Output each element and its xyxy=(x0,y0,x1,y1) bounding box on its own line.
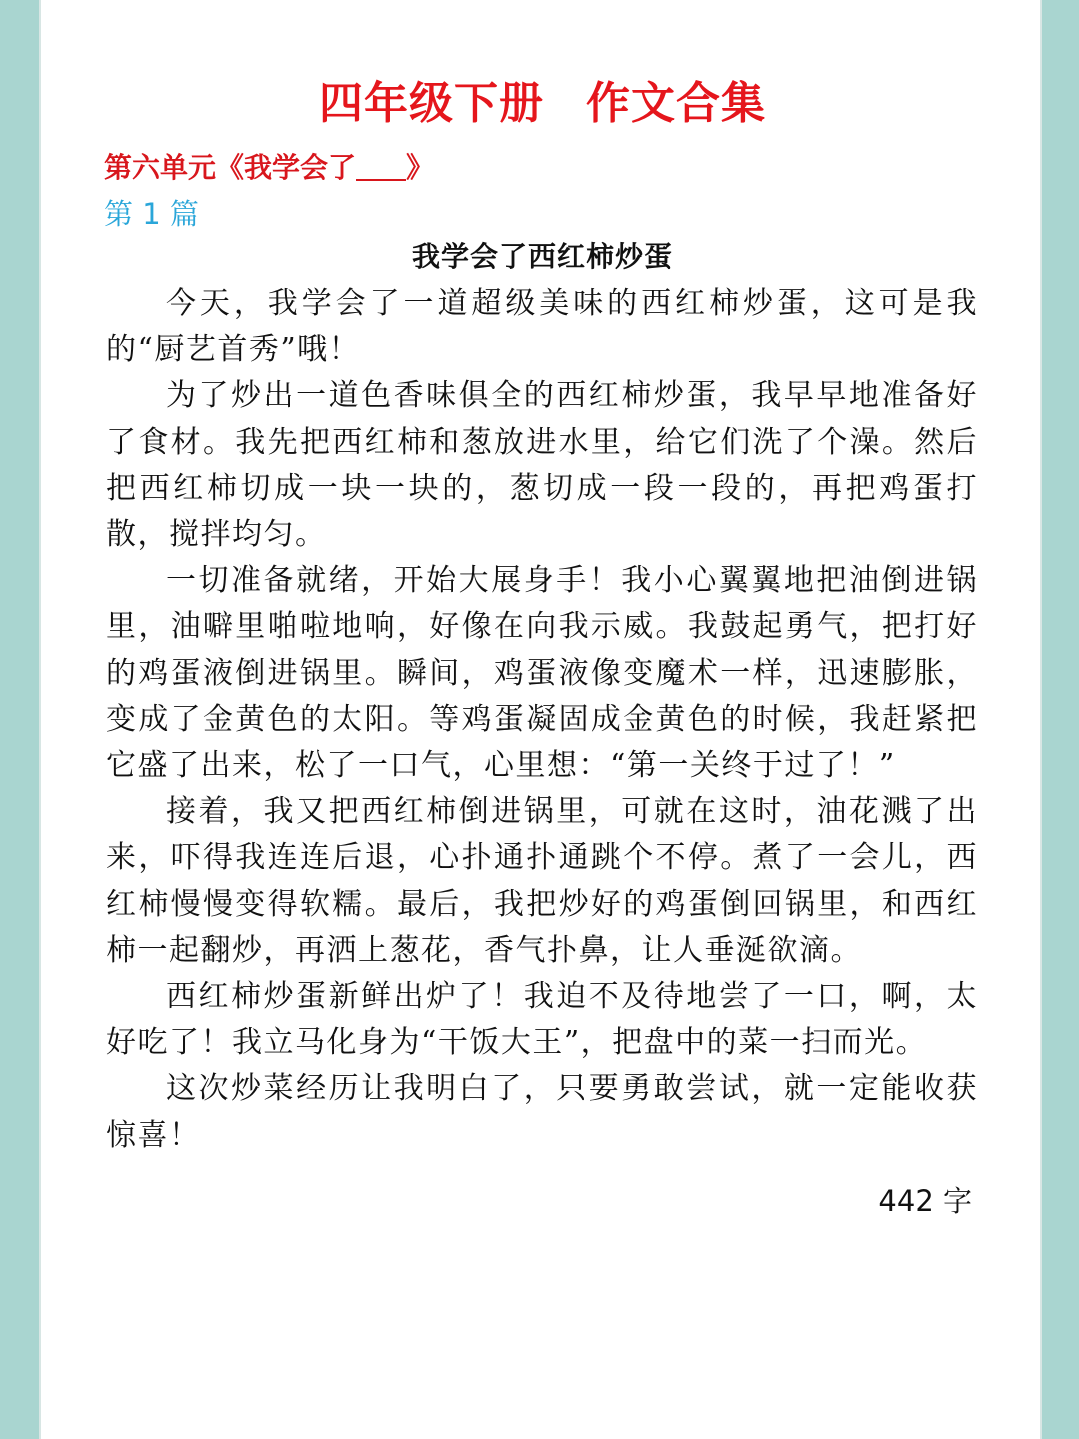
essay-paragraph-1: 今天，我学会了一道超级美味的西红柿炒蛋，这可是我的“厨艺首秀”哦！ xyxy=(106,286,978,368)
essay-paragraph-3: 一切准备就绪，开始大展身手！我小心翼翼地把油倒进锅里，油噼里啪啦地响，好像在向我示威。我鼓起勇气，把打好的鸡蛋液倒进锅里。瞬间，鸡蛋液像变魔术一样，迅速膨胀，变成了金黄色的太阳。等鸡蛋凝固成金黄色的时候，我赶紧把它盛了出来，松了一口气，心里想：“第一关终于过了！” xyxy=(106,563,978,784)
essay-paragraph-4: 接着，我又把西红柿倒进锅里，可就在这时，油花溅了出来，吓得我连连后退，心扑通扑通跳个不停。煮了一会儿，西红柿慢慢变得软糯。最后，我把炒好的鸡蛋倒回锅里，和西红柿一起翻炒，再洒上葱花，香气扑鼻，让人垂涎欲滴。 xyxy=(106,794,978,968)
unit-label xyxy=(104,148,434,188)
word-count: 442 字 xyxy=(878,1184,972,1218)
essay-body xyxy=(106,281,978,1159)
collection-title-grade: 四年级下册 xyxy=(319,78,544,129)
document-page xyxy=(39,0,1042,1439)
unit-label-suffix: 》 xyxy=(406,151,435,184)
piece-number: 第 1 篇 xyxy=(104,197,199,231)
collection-title xyxy=(41,72,1044,136)
collection-title-name: 作文合集 xyxy=(586,78,766,129)
fill-in-blank xyxy=(356,149,406,181)
essay-paragraph-6: 这次炒菜经历让我明白了，只要勇敢尝试，就一定能收获惊喜！ xyxy=(106,1071,978,1153)
essay-paragraph-2: 为了炒出一道色香味俱全的西红柿炒蛋，我早早地准备好了食材。我先把西红柿和葱放进水里，给它们洗了个澡。然后把西红柿切成一块一块的，葱切成一段一段的，再把鸡蛋打散，搅拌均匀。 xyxy=(106,378,978,553)
essay-paragraph-5: 西红柿炒蛋新鲜出炉了！我迫不及待地尝了一口，啊，太好吃了！我立马化身为“干饭大王”，把盘中的菜一扫而光。 xyxy=(106,979,978,1061)
unit-label-prefix: 第六单元《我学会了 xyxy=(104,151,357,184)
essay-title: 我学会了西红柿炒蛋 xyxy=(411,240,673,273)
